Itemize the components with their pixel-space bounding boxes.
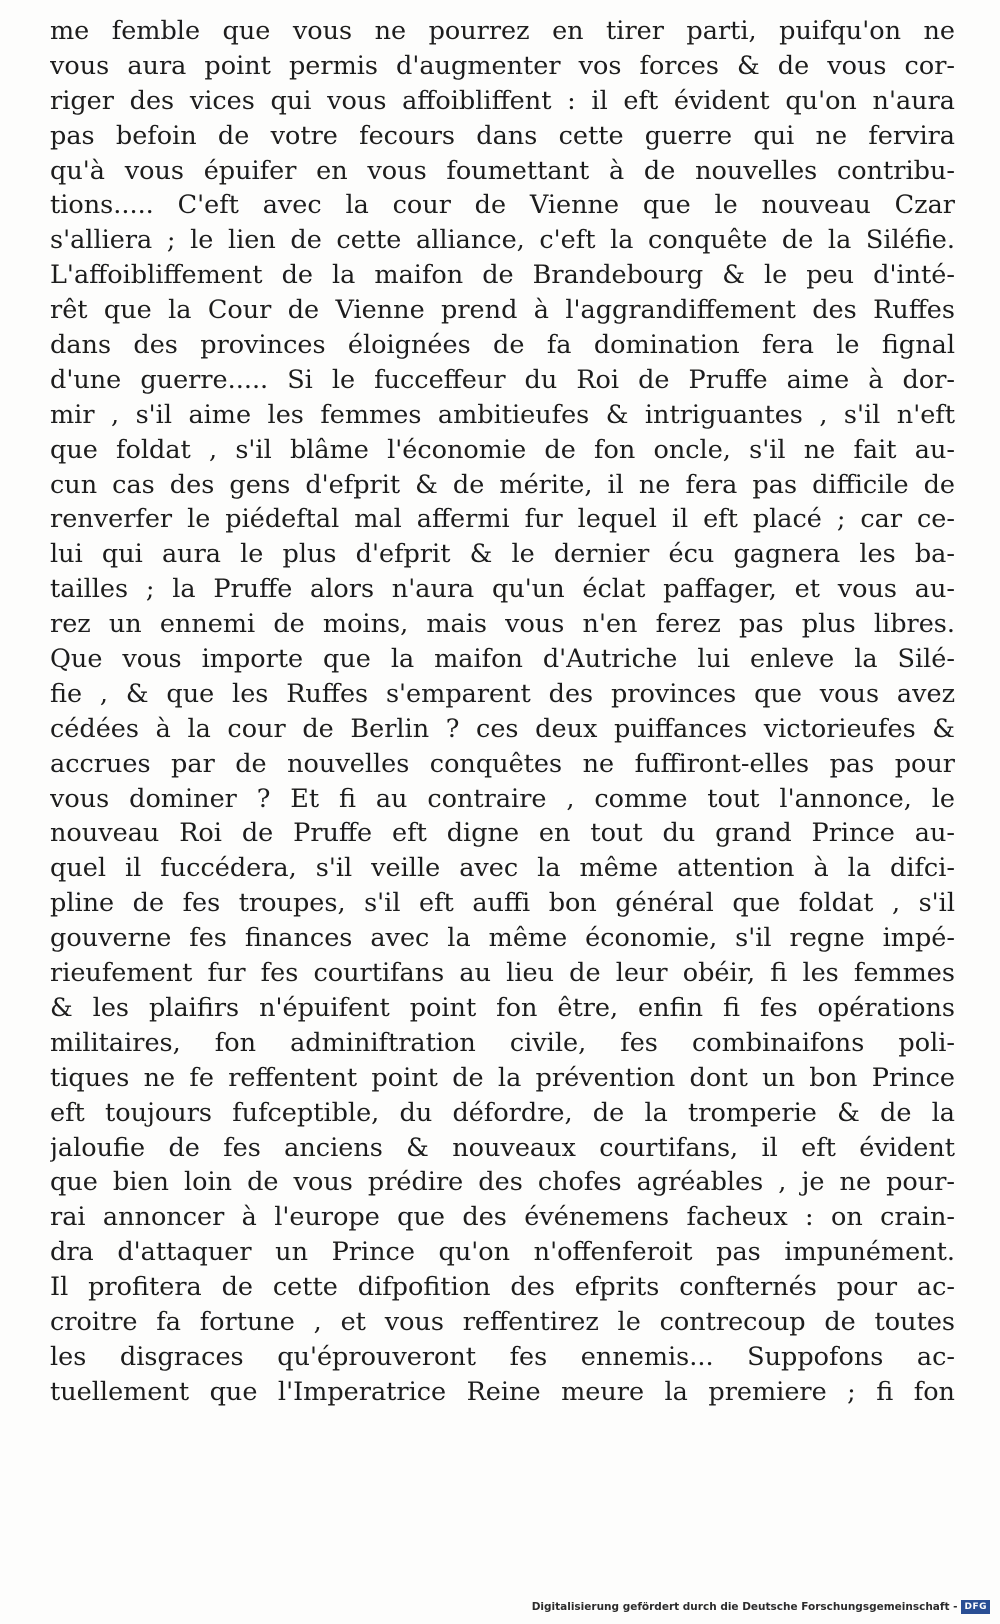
text-line: militaires, fon adminiftration civile, fes combinaifons poli- <box>50 1027 955 1058</box>
text-line: tions..... C'eft avec la cour de Vienne que le nouveau Czar <box>50 190 955 221</box>
text-line: nouveau Roi de Pruffe eft digne en tout du grand Prince au- <box>50 818 955 849</box>
text-line: tailles ; la Pruffe alors n'aura qu'un éclat paffager, et vous au- <box>50 574 955 605</box>
text-line: cun cas des gens d'efprit & de mérite, il ne fera pas difficile de <box>50 469 955 500</box>
text-line: eft toujours fufceptible, du défordre, de la tromperie & de la <box>50 1097 955 1128</box>
text-line: lui qui aura le plus d'efprit & le dernier écu gagnera les ba- <box>50 539 955 570</box>
text-line: rez un ennemi de moins, mais vous n'en ferez pas plus libres. <box>50 609 955 640</box>
text-line: les disgraces qu'éprouveront fes ennemis... Suppofons ac- <box>50 1341 955 1372</box>
text-line: riger des vices qui vous affoibliffent : il eft évident qu'on n'aura <box>50 85 955 116</box>
text-line: me femble que vous ne pourrez en tirer parti, puifqu'on ne <box>50 16 955 46</box>
text-line: pline de fes troupes, s'il eft auffi bon général que foldat , s'il <box>50 888 955 919</box>
text-line: cédées à la cour de Berlin ? ces deux puiffances victorieufes & <box>50 713 955 744</box>
text-line: s'alliera ; le lien de cette alliance, c'eft la conquête de la Siléfie. <box>50 225 955 256</box>
text-line: mir , s'il aime les femmes ambitieufes & intriguantes , s'il n'eft <box>50 399 955 430</box>
text-line: rêt que la Cour de Vienne prend à l'aggrandiffement des Ruffes <box>50 295 955 326</box>
text-line: Il profitera de cette difpofition des efprits confternés pour ac- <box>50 1272 955 1303</box>
text-line: tuellement que l'Imperatrice Reine meure la premiere ; fi fon <box>50 1376 955 1407</box>
text-line: quel il fuccédera, s'il veille avec la même attention à la difci- <box>50 853 955 884</box>
text-line: que bien loin de vous prédire des chofes agréables , je ne pour- <box>50 1167 955 1198</box>
page-text <box>50 14 955 1410</box>
text-line: jaloufie de fes anciens & nouveaux courtifans, il eft évident <box>50 1132 955 1163</box>
credit-text: Digitalisierung gefördert durch die Deutsche Forschungsgemeinschaft - <box>531 1601 958 1613</box>
text-line: d'une guerre..... Si le fucceffeur du Roi de Pruffe aime à dor- <box>50 364 955 395</box>
digitization-credit <box>532 1598 990 1616</box>
dfg-logo-icon: DFG <box>961 1600 990 1614</box>
text-line: qu'à vous épuifer en vous foumettant à de nouvelles contribu- <box>50 155 955 186</box>
text-line: gouverne fes finances avec la même économie, s'il regne impé- <box>50 923 955 954</box>
text-line: pas befoin de votre fecours dans cette guerre qui ne fervira <box>50 120 955 151</box>
text-line: renverfer le piédeftal mal affermi fur lequel il eft placé ; car ce- <box>50 504 955 535</box>
text-line: vous dominer ? Et fi au contraire , comme tout l'annonce, le <box>50 783 955 814</box>
text-line: L'affoibliffement de la maifon de Brandebourg & le peu d'inté- <box>50 260 955 291</box>
text-line: & les plaifirs n'épuifent point fon être, enfin fi fes opérations <box>50 992 955 1023</box>
text-line: rai annoncer à l'europe que des événemens facheux : on crain- <box>50 1202 955 1233</box>
text-line: tiques ne fe reffentent point de la prévention dont un bon Prince <box>50 1062 955 1093</box>
text-line: vous aura point permis d'augmenter vos forces & de vous cor- <box>50 50 955 81</box>
text-line: dans des provinces éloignées de fa domination fera le fignal <box>50 330 955 361</box>
text-line: Que vous importe que la maifon d'Autriche lui enleve la Silé- <box>50 644 955 675</box>
text-line: accrues par de nouvelles conquêtes ne fuffiront-elles pas pour <box>50 748 955 779</box>
text-line: croitre fa fortune , et vous reffentirez le contrecoup de toutes <box>50 1306 955 1337</box>
text-line: rieufement fur fes courtifans au lieu de leur obéir, fi les femmes <box>50 958 955 989</box>
text-line: fie , & que les Ruffes s'emparent des provinces que vous avez <box>50 678 955 709</box>
text-line: dra d'attaquer un Prince qu'on n'offenferoit pas impunément. <box>50 1237 955 1268</box>
text-line: que foldat , s'il blâme l'économie de fon oncle, s'il ne fait au- <box>50 434 955 465</box>
